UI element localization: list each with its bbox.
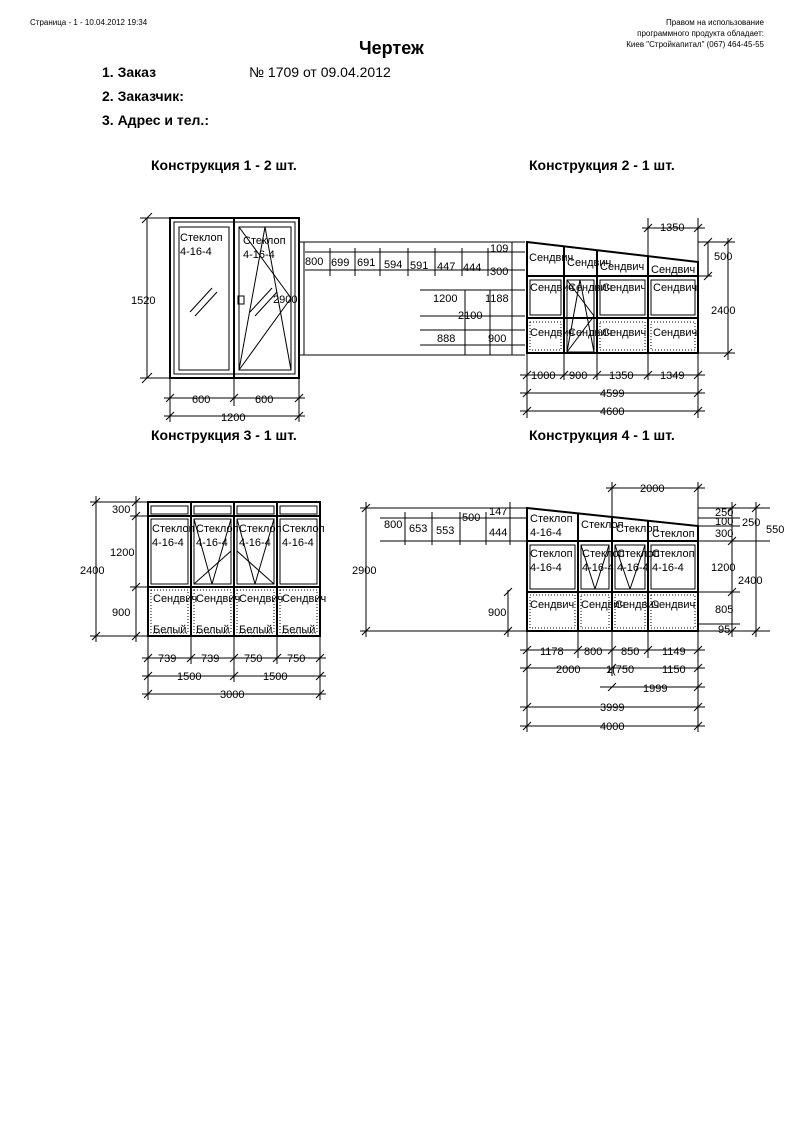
c1-total-dim: 1200 — [221, 412, 246, 424]
c1-glass-spec-2: 4-16-4 — [243, 249, 275, 261]
c3-2400-dim: 2400 — [80, 565, 105, 577]
c4-b3-dim: 850 — [621, 646, 640, 658]
row-dim-691: 691 — [357, 257, 376, 269]
c4-glass-top-1: Стеклоп — [530, 513, 573, 525]
c2-sandwich-top-2: Сендвич — [567, 257, 612, 269]
c3-glass-spec-2: 4-16-4 — [196, 537, 228, 549]
c4-1200-dim: 1200 — [711, 562, 736, 574]
c4-b1-dim: 1178 — [540, 646, 564, 658]
c2-2400-dim: 2400 — [711, 305, 736, 317]
c4-b4-dim: 1149 — [662, 646, 686, 658]
c2-300-dim: 300 — [490, 266, 509, 278]
c3-sandwich-1: Сендвич — [153, 593, 198, 605]
c3-h1-dim: 1500 — [177, 671, 202, 683]
c4-2400-dim: 2400 — [738, 575, 763, 587]
c4-m4-dim: 1999 — [643, 683, 668, 695]
c2-b2-dim: 900 — [569, 370, 588, 382]
order-value: № 1709 от 09.04.2012 — [249, 64, 391, 80]
c4-805-dim: 805 — [715, 604, 734, 616]
c3-white-4: Белый — [282, 624, 316, 636]
c2-500-dim: 500 — [714, 251, 733, 263]
c1-glass-label-2: Стеклоп — [243, 235, 286, 247]
c3-b1-dim: 739 — [158, 653, 177, 665]
c3-b3-dim: 750 — [244, 653, 263, 665]
row-dim-594: 594 — [384, 259, 403, 271]
c2-b1-dim: 1000 — [531, 370, 556, 382]
row-dim-800: 800 — [305, 256, 324, 268]
c4-glass-mid-2: Стеклоп — [582, 548, 625, 560]
c4-m1-dim: 2000 — [556, 664, 581, 676]
c3-b2-dim: 739 — [201, 653, 220, 665]
c4-glass-top-4: Стеклоп — [652, 528, 695, 540]
c4-l444-dim: 444 — [489, 527, 508, 539]
row-dim-444: 444 — [463, 262, 482, 274]
c2-sandwich-bot-4: Сендвич — [653, 327, 698, 339]
c4-glass-mid-3: Стеклоп — [617, 548, 660, 560]
c2-b4-dim: 1349 — [660, 370, 685, 382]
c4-glass-top-2: Стеклоп — [581, 519, 624, 531]
c4-900-dim: 900 — [488, 607, 507, 619]
rights-line-3: Киев "Стройкапитал" (067) 464-45-55 — [626, 40, 764, 49]
c3-sandwich-2: Сендвич — [196, 593, 241, 605]
c4-2900-dim: 2900 — [352, 565, 377, 577]
c4-glass-top-spec-1: 4-16-4 — [530, 527, 562, 539]
row-dim-447: 447 — [437, 261, 456, 273]
c4-glass-mid-4: Стеклоп — [652, 548, 695, 560]
c2-1200-dim: 1200 — [433, 293, 458, 305]
c2-b3-dim: 1350 — [609, 370, 634, 382]
c2-total1-dim: 4599 — [600, 388, 625, 400]
c1-w1-dim: 600 — [192, 394, 211, 406]
c4-sandwich-2: Сендвич — [581, 599, 626, 611]
construction-4-title: Конструкция 4 - 1 шт. — [529, 427, 675, 443]
c4-l800-dim: 800 — [384, 519, 403, 531]
c2-109-dim: 109 — [490, 243, 509, 255]
c2-sandwich-bot-2: Сендвич — [568, 327, 613, 339]
c1-2900-dim: 2900 — [273, 294, 298, 306]
rights-line-2: программного продукта обладает: — [637, 29, 764, 38]
c4-sandwich-1: Сендвич — [530, 599, 575, 611]
c2-sandwich-top-4: Сендвич — [651, 264, 696, 276]
c2-sandwich-mid-4: Сендвич — [653, 282, 698, 294]
c4-top-dim: 2000 — [640, 483, 665, 495]
page-info: Страница - 1 - 10.04.2012 19:34 — [30, 18, 148, 27]
c2-888-dim: 888 — [437, 333, 456, 345]
c4-glass-mid-spec-4: 4-16-4 — [652, 562, 684, 574]
c4-300-dim: 300 — [715, 528, 734, 540]
document-title: Чертеж — [359, 38, 424, 58]
c3-white-1: Белый — [153, 624, 187, 636]
c2-1350-top-dim: 1350 — [660, 222, 685, 234]
customer-label: 2. Заказчик: — [102, 88, 184, 104]
construction-2-title: Конструкция 2 - 1 шт. — [529, 157, 675, 173]
c4-l653-dim: 653 — [409, 523, 428, 535]
c3-glass-label-2: Стеклоп — [196, 523, 239, 535]
c3-glass-label-4: Стеклоп — [282, 523, 325, 535]
row-dim-699: 699 — [331, 257, 350, 269]
construction-2-drawing — [520, 218, 735, 418]
c3-b4-dim: 750 — [287, 653, 306, 665]
c3-glass-spec-3: 4-16-4 — [239, 537, 271, 549]
c4-sandwich-4: Сендвич — [651, 599, 696, 611]
c4-glass-top-3: Стеклоп — [616, 523, 659, 535]
c4-250b-dim: 250 — [742, 517, 761, 529]
c1-glass-label-1: Стеклоп — [180, 232, 223, 244]
c4-glass-mid-1: Стеклоп — [530, 548, 573, 560]
c2-900-dim: 900 — [488, 333, 507, 345]
c4-glass-mid-spec-2: 4-16-4 — [582, 562, 614, 574]
c2-sandwich-top-3: Сендвич — [600, 261, 645, 273]
c3-sandwich-4: Сендвич — [282, 593, 327, 605]
row-dim-591: 591 — [410, 260, 429, 272]
c3-1200-dim: 1200 — [110, 547, 135, 559]
c2-sandwich-mid-2: Сендвич — [568, 282, 613, 294]
c4-550-dim: 550 — [766, 524, 785, 536]
c3-300-dim: 300 — [112, 504, 131, 516]
c4-m3-dim: 1150 — [662, 664, 686, 676]
c3-white-2: Белый — [196, 624, 230, 636]
c3-sandwich-3: Сендвич — [239, 593, 284, 605]
c3-h2-dim: 1500 — [263, 671, 288, 683]
c2-sandwich-mid-3: Сендвич — [602, 282, 647, 294]
c2-1188-dim: 1188 — [485, 293, 509, 305]
order-label: 1. Заказ — [102, 64, 157, 80]
c4-glass-mid-spec-3: 4-16-4 — [617, 562, 649, 574]
c3-900-dim: 900 — [112, 607, 131, 619]
c3-glass-spec-1: 4-16-4 — [152, 537, 184, 549]
c4-l500-dim: 500 — [462, 512, 481, 524]
c3-white-3: Белый — [239, 624, 273, 636]
c4-total1-dim: 3999 — [600, 702, 625, 714]
construction-3-title: Конструкция 3 - 1 шт. — [151, 427, 297, 443]
c4-95-dim: 95 — [718, 624, 731, 636]
c4-250a-dim: 250 — [715, 507, 734, 519]
c2-sandwich-bot-3: Сендвич — [602, 327, 647, 339]
c4-b2-dim: 800 — [584, 646, 603, 658]
c4-m2-dim: 1(750 — [606, 664, 635, 676]
c2-sandwich-top-1: Сендвич — [529, 252, 574, 264]
c4-sandwich-3: Сендвич — [615, 599, 660, 611]
rights-line-1: Правом на использование — [666, 18, 764, 27]
c4-l147-dim: 147 — [489, 506, 508, 518]
c4-100-dim: 100 — [715, 516, 734, 528]
c1-height-dim: 1520 — [131, 295, 156, 307]
c2-2100-dim: 2100 — [458, 310, 483, 322]
c4-glass-mid-spec-1: 4-16-4 — [530, 562, 562, 574]
c3-glass-spec-4: 4-16-4 — [282, 537, 314, 549]
c1-glass-spec-1: 4-16-4 — [180, 246, 212, 258]
c2-sandwich-mid-1: Сендвич — [530, 282, 575, 294]
c1-w2-dim: 600 — [255, 394, 274, 406]
address-label: 3. Адрес и тел.: — [102, 112, 209, 128]
c2-total2-dim: 4600 — [600, 406, 625, 418]
c3-glass-label-3: Стеклоп — [239, 523, 282, 535]
c4-l553-dim: 553 — [436, 525, 455, 537]
c3-glass-label-1: Стеклоп — [152, 523, 195, 535]
construction-1-title: Конструкция 1 - 2 шт. — [151, 157, 297, 173]
c3-total-dim: 3000 — [220, 689, 245, 701]
c2-sandwich-bot-1: Сендвич — [530, 327, 575, 339]
c4-total2-dim: 4000 — [600, 721, 625, 733]
